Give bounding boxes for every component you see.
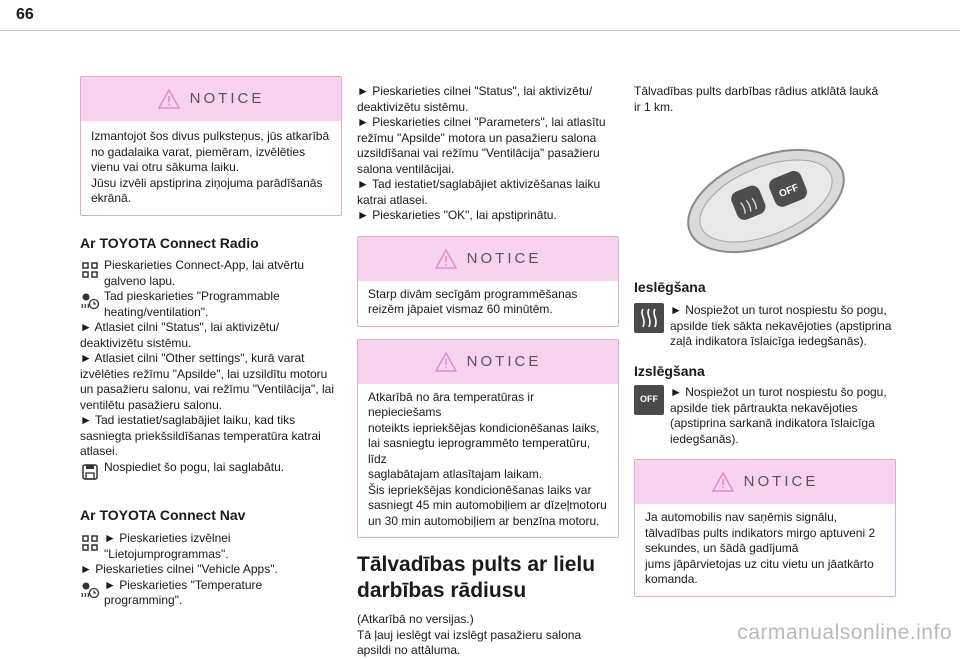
step-switch-on: ► Nospiežot un turot nospiestu šo pogu, apsilde tiek sākta nekavējoties (apstiprina zaļā indikatora īslaicīga iedegšanās). [634,303,896,350]
step-vehicle-apps: ► Pieskarieties cilnei "Vehicle Apps". [80,562,278,576]
version-note: (Atkarībā no versijas.) [357,612,474,626]
instructions-radio: ► Atlasiet cilni "Status", lai aktivizētu/ deaktivizētu sistēmu. ► Atlasiet cilni "Other settings", kurā varat izvēlēties režīmu "Apsilde", lai uzsildītu motoru un pasažieru salonu, vai režīmu "Ventilācija", lai ventilētu pasažieru salonu. ► Tad iestatiet/saglabājiet laiku, kad tiks sasniegta priekšsildīšanas temperatūra katrai atlasei. [80,320,334,458]
step-temperature-programming: ► Pieskarieties "Temperature programming". [80,578,342,609]
notice-text: Izmantojot šos divus pulksteņus, jūs atkarībā no gadalaika varat, piemēram, izvēlēties vienu vai otru sākuma laiku. Jūsu izvēli apstiprina ziņojuma parādīšanās ekrānā. [91,129,330,205]
column-2 [357,84,619,659]
column-3 [634,84,896,597]
notice-text: Atkarībā no āra temperatūras ir nepieciešams noteikts iepriekšējas kondicionēšanas laiks, lai sasniegtu ieprogrammēto temperatūru, līdz saglabātajam atlasītajam laikam. Šis iepriekšējas kondicionēšanas laiks var sasniegt 45 min automobiļiem ar dīzeļmotoru un 30 min automobiļiem ar benzīna motoru. [368,389,607,528]
warning-icon [435,249,457,269]
notice-title: NOTICE [189,90,265,108]
apps-grid-icon [80,260,100,280]
notice-box-4: NOTICE Ja automobilis nav saņēmis signālu, tālvadības pults indikators mirgo aptuveni 2 sekundes, un šādā gadījumā jums jāpārvietojas uz citu vietu un jāatkārto komanda. [634,459,896,597]
section-title: Tālvadības pults ar lielu darbības rādiusu [357,553,596,602]
range-text: Tālvadības pults darbības rādius atklātā laukā ir 1 km. [634,84,879,114]
off-button-icon: OFF [634,385,664,415]
notice-text: Starp divām secīgām programmēšanas reizēm jāpaiet vismaz 60 minūtēm. [368,286,578,316]
heating-clock-icon [80,580,100,600]
remote-control-illustration [634,123,896,273]
column-1 [80,76,342,609]
heating-clock-icon [80,291,100,311]
notice-text: Ja automobilis nav saņēmis signālu, tālvadības pults indikators mirgo aptuveni 2 sekundes, un šādā gadījumā jums jāpārvietojas uz citu vietu un jāatkārto komanda. [645,510,876,586]
header-divider [0,30,960,31]
warning-icon [712,472,734,492]
save-icon [80,462,100,482]
page-number: 66 [16,6,34,23]
instructions-status: ► Pieskarieties cilnei "Status", lai aktivizētu/ deaktivizētu sistēmu. ► Pieskarieties cilnei "Parameters", lai atlasītu režīmu "Apsilde" motora un pasažieru salona uzsildīšanai vai režīmu "Ventilācija" pasažieru salona ventilācijai. ► Tad iestatiet/saglabājiet aktivizēšanas laiku katrai atlasei. ► Pieskarieties "OK", lai apstiprinātu. [357,84,606,222]
notice-box-3: NOTICE Atkarībā no āra temperatūras ir nepieciešams noteikts iepriekšējas kondicionēšanas laiks, lai sasniegtu ieprogrammēto temperatūru, līdz saglabātajam atlasītajam laikam. Šis iepriekšējas kondicionēšanas laiks var sasniegt 45 min automobiļiem ar dīzeļmotoru un 30 min automobiļiem ar benzīna motoru. [357,339,619,539]
step-programmable-heating: Tad pieskarieties "Programmable heating/ventilation". [80,289,342,320]
section-heading-connect-radio: Ar TOYOTA Connect Radio [80,234,259,251]
step-switch-off: OFF ► Nospiežot un turot nospiestu šo pogu, apsilde tiek pārtraukta nekavējoties (apstiprina sarkanā indikatora īslaicīga iedegšanās). [634,385,896,447]
step-connect-app: Pieskarieties Connect-App, lai atvērtu galveno lapu. [80,258,342,289]
watermark: carmanualsonline.info [737,621,952,644]
step-save: Nospiediet šo pogu, lai saglabātu. [80,460,342,482]
notice-box-2: NOTICE Starp divām secīgām programmēšanas reizēm jāpaiet vismaz 60 minūtēm. [357,236,619,327]
notice-box-1 [80,76,342,216]
section-heading-connect-nav: Ar TOYOTA Connect Nav [80,506,246,523]
heading-switch-on: Ieslēgšana [634,278,706,295]
svg-text:OFF: OFF [777,182,801,201]
warning-icon [158,89,180,109]
intro-text: Tā ļauj ieslēgt vai izslēgt pasažieru salona apsildi no attāluma. [357,627,582,657]
apps-grid-icon [80,533,100,553]
heading-switch-off: Izslēgšana [634,362,705,379]
warning-icon [435,352,457,372]
step-nav-apps: ► Pieskarieties izvēlnei "Lietojumprogrammas". [80,531,342,562]
heat-button-icon [634,303,664,333]
